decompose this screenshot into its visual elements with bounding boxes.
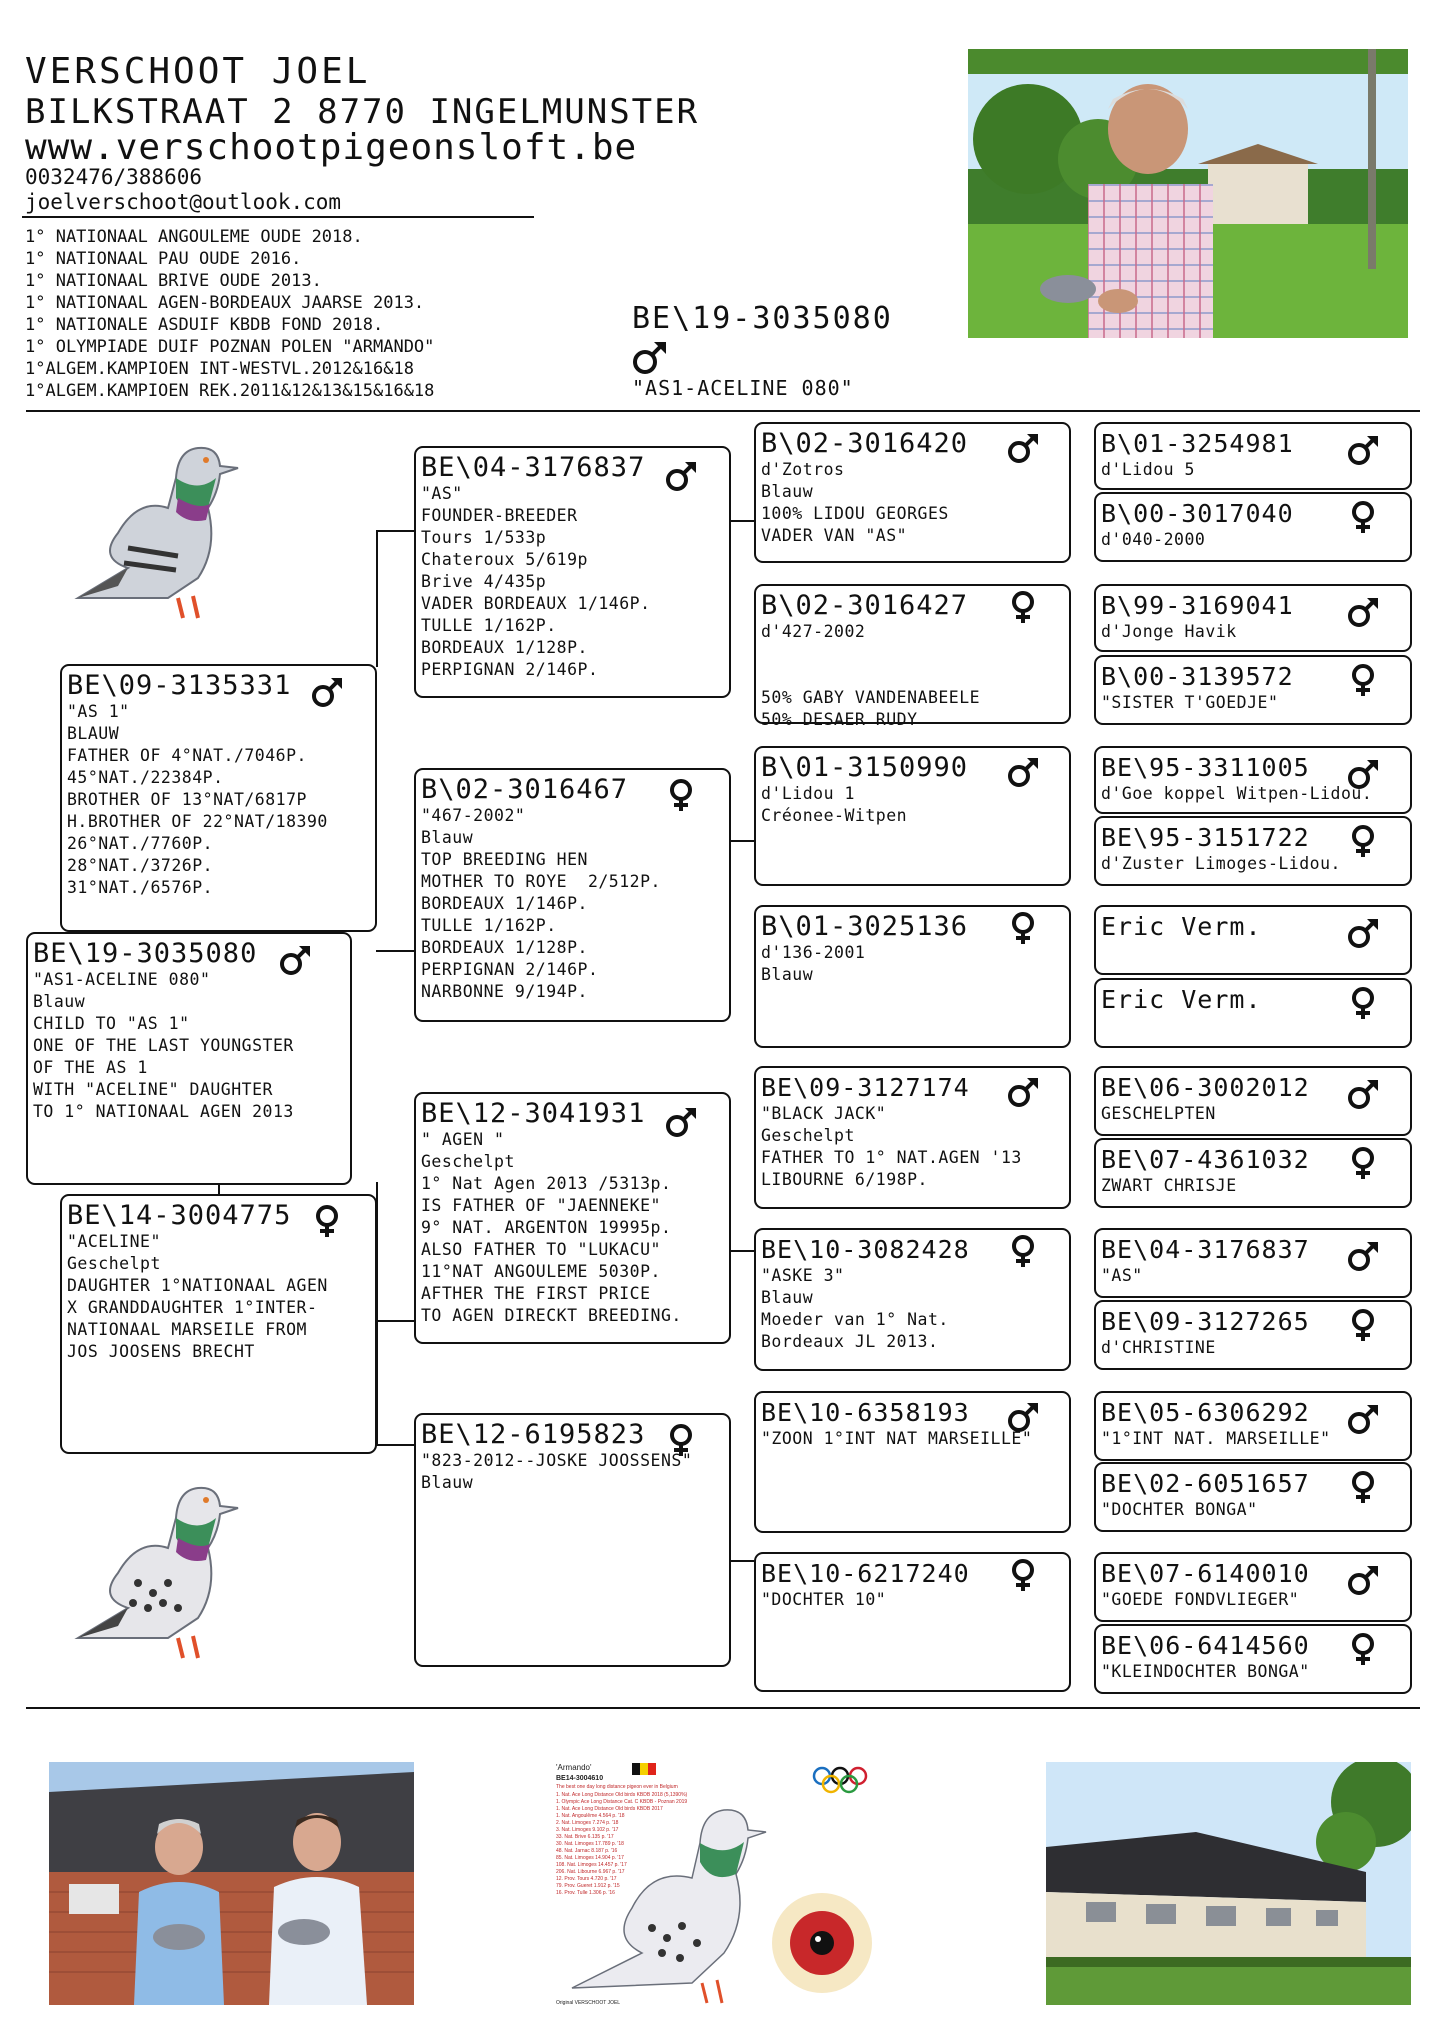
achievement-item: 1°ALGEM.KAMPIOEN INT-WESTVL.2012&16&18	[25, 359, 414, 379]
loft-photo	[1046, 1762, 1411, 2005]
connector-line	[730, 1560, 754, 1562]
female-icon	[310, 1204, 344, 1238]
achievement-item: 1° NATIONAAL BRIVE OUDE 2013.	[25, 271, 322, 291]
ring-number: BE\09-3135331	[67, 670, 292, 701]
achievement-item: 1° NATIONAAL ANGOULEME OUDE 2018.	[25, 227, 363, 247]
connector-line	[730, 1250, 754, 1252]
male-icon	[664, 1106, 698, 1140]
ring-number: BE\09-3127265	[1101, 1307, 1310, 1336]
connector-line	[376, 1320, 414, 1322]
ring-number: BE\06-3002012	[1101, 1073, 1310, 1102]
pigeon-details: "KLEINDOCHTER BONGA"	[1101, 1662, 1310, 1681]
breeders-photo	[49, 1762, 414, 2005]
ring-number: B\02-3016427	[761, 590, 969, 621]
ring-number: BE\04-3176837	[421, 452, 646, 483]
pigeon-details: d'CHRISTINE	[1101, 1338, 1216, 1357]
section-divider-top	[26, 410, 1420, 412]
achievement-item: 1° OLYMPIADE DUIF POZNAN POLEN "ARMANDO"	[25, 337, 435, 357]
ring-number: BE\12-3041931	[421, 1098, 646, 1129]
poster-result: 85. Nat. Limoges 14.904 p. '17	[556, 1855, 624, 1861]
section-divider-bottom	[26, 1707, 1420, 1709]
pigeon-illustration	[58, 1478, 248, 1668]
ring-number: BE\95-3311005	[1101, 753, 1310, 782]
ring-number: BE\10-6217240	[761, 1559, 970, 1588]
pedigree-gen4-item[interactable]	[1094, 1624, 1412, 1694]
male-icon	[278, 944, 312, 978]
ring-number: BE\12-6195823	[421, 1419, 646, 1450]
pigeon-details: "SISTER T'GOEDJE"	[1101, 693, 1279, 712]
pedigree-gen4-item[interactable]	[1094, 584, 1412, 652]
poster-ring: BE14-3004610	[556, 1775, 604, 1782]
pedigree-grandsire-maternal[interactable]	[414, 1092, 731, 1344]
poster-subtitle: The best one day long distance pigeon ever in Belgium	[556, 1784, 678, 1790]
male-icon	[1346, 434, 1380, 468]
pigeon-details: ZWART CHRISJE	[1101, 1176, 1237, 1195]
poster-result: 79. Prov. Gueret 1.912 p. '15	[556, 1883, 620, 1889]
pigeon-details: d'Lidou 5	[1101, 460, 1195, 479]
female-icon	[664, 778, 698, 812]
pedigree-gen4-item[interactable]	[1094, 1228, 1412, 1298]
pigeon-details: "ASKE 3" Blauw Moeder van 1° Nat. Bordeaux JL 2013.	[761, 1266, 949, 1351]
male-icon	[310, 676, 344, 710]
pedigree-gen4-item[interactable]	[1094, 1066, 1412, 1136]
pigeon-details: GESCHELPTEN	[1101, 1104, 1216, 1123]
ring-number: B\02-3016420	[761, 428, 969, 459]
connector-line	[376, 950, 414, 952]
breeder-email[interactable]: joelverschoot@outlook.com	[25, 190, 342, 214]
ring-number: B\00-3017040	[1101, 499, 1294, 528]
pedigree-gen4-item[interactable]	[1094, 978, 1412, 1048]
pedigree-gen4-item[interactable]	[1094, 422, 1412, 490]
breeder-address: BILKSTRAAT 2 8770 INGELMUNSTER	[25, 92, 700, 132]
pigeon-details: "AS1-ACELINE 080" Blauw CHILD TO "AS 1" ONE OF THE LAST YOUNGSTER OF THE AS 1 WITH "ACELINE" DAUGHTER TO 1° NATIONAAL AGEN 2013	[33, 970, 294, 1121]
poster-result: 1. Nat. Ace Long Distance Old birds KBDB 2018 (5,1390%)	[556, 1792, 688, 1798]
male-icon	[630, 340, 670, 376]
poster-result: 48. Nat. Jarnac 8.187 p. '16	[556, 1848, 618, 1854]
pigeon-details: d'Lidou 1 Créonee-Witpen	[761, 784, 908, 825]
pedigree-gen4-item[interactable]	[1094, 1138, 1412, 1208]
poster-result: 2. Nat. Limoges 7.274 p. '18	[556, 1820, 619, 1826]
female-icon	[1346, 1308, 1380, 1342]
male-icon	[1346, 596, 1380, 630]
female-icon	[1346, 500, 1380, 534]
poster-result: 3. Nat. Limoges 9.102 p. '17	[556, 1827, 619, 1833]
breeder-name: VERSCHOOT JOEL	[25, 51, 371, 92]
pedigree-gen4-item[interactable]	[1094, 1552, 1412, 1622]
male-icon	[1006, 756, 1040, 790]
pedigree-subject[interactable]	[26, 932, 352, 1185]
pedigree-gen3-item[interactable]	[754, 1228, 1071, 1371]
poster-result: 33. Nat. Brive 6.135 p. '17	[556, 1834, 614, 1840]
pedigree-granddam-maternal[interactable]	[414, 1413, 731, 1667]
male-icon	[1346, 917, 1380, 951]
female-icon	[1346, 986, 1380, 1020]
pigeon-details: "823-2012--JOSKE JOOSSENS" Blauw	[421, 1451, 693, 1492]
ring-number: BE\10-6358193	[761, 1398, 970, 1427]
male-icon	[1346, 1240, 1380, 1274]
achievements-list	[25, 226, 434, 402]
ring-number: BE\07-4361032	[1101, 1145, 1310, 1174]
female-icon	[1346, 663, 1380, 697]
pedigree-gen3-item[interactable]	[754, 1066, 1071, 1209]
poster-result: 12. Prov. Tours 4.720 p. '17	[556, 1876, 617, 1882]
achievement-item: 1° NATIONAAL PAU OUDE 2016.	[25, 249, 302, 269]
header-divider	[22, 216, 534, 218]
male-icon	[1346, 1564, 1380, 1598]
pedigree-gen3-item[interactable]	[754, 584, 1071, 729]
pedigree-gen3-item[interactable]	[754, 905, 1071, 1048]
female-icon	[1346, 1146, 1380, 1180]
poster-result: 1. Nat. Angoulême 4.564 p. '18	[556, 1813, 625, 1819]
breeder-phone: 0032476/388606	[25, 165, 203, 189]
achievement-item: 1° NATIONAAL AGEN-BORDEAUX JAARSE 2013.	[25, 293, 425, 313]
pigeon-details: "1°INT NAT. MARSEILLE"	[1101, 1429, 1331, 1448]
pigeon-details: "AS"	[1101, 1266, 1143, 1285]
poster-result: 206. Nat. Libourne 6.967 p. '17	[556, 1869, 625, 1875]
connector-line	[376, 530, 416, 667]
pedigree-gen4-item[interactable]	[1094, 492, 1412, 562]
pigeon-details: " AGEN " Geschelpt 1° Nat Agen 2013 /5313p. IS FATHER OF "JAENNEKE" 9° NAT. ARGENTON 19995p. ALSO FATHER TO "LUKACU" 11°NAT ANGOULEME 5030P. AFTHER THE FIRST PRICE TO AGEN DIRECKT BREEDING.	[421, 1130, 682, 1325]
ring-number: BE\05-6306292	[1101, 1398, 1310, 1427]
pedigree-gen4-item[interactable]	[1094, 1300, 1412, 1370]
pigeon-details: d'427-2002 50% GABY VANDENABEELE 50% DESAER RUDY	[761, 622, 981, 729]
female-icon	[1346, 1470, 1380, 1504]
ring-number: BE\10-3082428	[761, 1235, 970, 1264]
ring-number: BE\04-3176837	[1101, 1235, 1310, 1264]
pigeon-details: d'Jonge Havik	[1101, 622, 1237, 641]
pedigree-grandsire-paternal[interactable]	[414, 446, 731, 698]
male-icon	[1006, 1401, 1040, 1435]
poster-title: 'Armando'	[556, 1763, 592, 1772]
female-icon	[1006, 1234, 1040, 1268]
male-icon	[1346, 1078, 1380, 1112]
female-icon	[1346, 1632, 1380, 1666]
pigeon-details: "GOEDE FONDVLIEGER"	[1101, 1590, 1300, 1609]
pedigree-gen4-item[interactable]	[1094, 746, 1412, 814]
ring-number: Eric Verm.	[1101, 985, 1262, 1014]
male-icon	[1346, 758, 1380, 792]
achievement-item: 1°ALGEM.KAMPIOEN REK.2011&12&13&15&16&18	[25, 381, 435, 401]
owner-photo	[968, 49, 1408, 338]
ring-number: BE\07-6140010	[1101, 1559, 1310, 1588]
ring-number: BE\95-3151722	[1101, 823, 1310, 852]
pigeon-details: "467-2002" Blauw TOP BREEDING HEN MOTHER TO ROYE 2/512P. BORDEAUX 1/146P. TULLE 1/162P. BORDEAUX 1/128P. PERPIGNAN 2/146P. NARBONNE 9/194P.	[421, 806, 661, 1001]
male-icon	[664, 460, 698, 494]
pedigree-gen4-item[interactable]	[1094, 655, 1412, 725]
ring-number: B\01-3254981	[1101, 429, 1294, 458]
poster-result: 16. Prov. Tulle 1.306 p. '16	[556, 1890, 615, 1896]
poster-result: 1. Nat. Ace Long Distance Old birds KBDB 2017	[556, 1806, 663, 1812]
main-pigeon-name: "AS1-ACELINE 080"	[632, 376, 854, 400]
female-icon	[1006, 911, 1040, 945]
ring-number: BE\06-6414560	[1101, 1631, 1310, 1660]
female-icon	[1006, 590, 1040, 624]
pigeon-details: d'Zotros Blauw 100% LIDOU GEORGES VADER VAN "AS"	[761, 460, 949, 545]
pedigree-gen4-item[interactable]	[1094, 1391, 1412, 1461]
pigeon-details: "ZOON 1°INT NAT MARSEILLE"	[761, 1429, 1033, 1448]
pigeon-details: "BLACK JACK" Geschelpt FATHER TO 1° NAT.AGEN '13 LIBOURNE 6/198P.	[761, 1104, 1022, 1189]
male-icon	[1006, 432, 1040, 466]
poster-footer: Original VERSCHOOT JOEL	[556, 2000, 621, 2006]
pigeon-details: d'136-2001 Blauw	[761, 943, 866, 984]
pedigree-granddam-paternal[interactable]	[414, 768, 731, 1022]
ring-number: B\01-3025136	[761, 911, 969, 942]
pedigree-dam[interactable]	[60, 1194, 377, 1454]
pedigree-gen3-item[interactable]	[754, 422, 1071, 563]
connector-line	[730, 840, 754, 842]
pedigree-gen4-item[interactable]	[1094, 905, 1412, 975]
pigeon-details: "AS" FOUNDER-BREEDER Tours 1/533p Chateroux 5/619p Brive 4/435p VADER BORDEAUX 1/146P. TULLE 1/162P. BORDEAUX 1/128P. PERPIGNAN 2/146P.	[421, 484, 651, 679]
pigeon-details: d'Goe koppel Witpen-Lidou.	[1101, 784, 1373, 803]
ring-number: B\99-3169041	[1101, 591, 1294, 620]
poster-result: 1. Olympic Ace Long Distance Cat. C KBDB - Poznan 2019	[556, 1799, 688, 1805]
female-icon	[1346, 824, 1380, 858]
ring-number: BE\09-3127174	[761, 1073, 970, 1102]
pigeon-details: "DOCHTER BONGA"	[1101, 1500, 1258, 1519]
pedigree-gen3-item[interactable]	[754, 1391, 1071, 1533]
achievement-item: 1° NATIONALE ASDUIF KBDB FOND 2018.	[25, 315, 384, 335]
pedigree-sire[interactable]	[60, 664, 377, 932]
ring-number: Eric Verm.	[1101, 912, 1262, 941]
poster-result: 30. Nat. Limoges 17.789 p. '18	[556, 1841, 624, 1847]
pedigree-gen4-item[interactable]	[1094, 816, 1412, 886]
male-icon	[1006, 1076, 1040, 1110]
ring-number: B\00-3139572	[1101, 662, 1294, 691]
armando-poster	[552, 1758, 892, 2008]
poster-result: 108. Nat. Limoges 14.457 p. '17	[556, 1862, 627, 1868]
pigeon-details: "AS 1" BLAUW FATHER OF 4°NAT./7046P. 45°NAT./22384P. BROTHER OF 13°NAT/6817P H.BROTHER OF 22°NAT/18390 26°NAT./7760P. 28°NAT./3726P. 31°NAT./6576P.	[67, 702, 328, 897]
pigeon-details: d'040-2000	[1101, 530, 1206, 549]
ring-number: BE\02-6051657	[1101, 1469, 1310, 1498]
female-icon	[664, 1423, 698, 1457]
breeder-website[interactable]: www.verschootpigeonsloft.be	[25, 127, 638, 168]
male-icon	[1346, 1403, 1380, 1437]
connector-line	[376, 1182, 416, 1446]
pigeon-details: d'Zuster Limoges-Lidou.	[1101, 854, 1341, 873]
pedigree-gen4-item[interactable]	[1094, 1462, 1412, 1532]
pedigree-gen3-item[interactable]	[754, 746, 1071, 886]
main-ring-number: BE\19-3035080	[632, 301, 893, 336]
pigeon-illustration	[58, 438, 248, 628]
pigeon-details: "ACELINE" Geschelpt DAUGHTER 1°NATIONAAL AGEN X GRANDDAUGHTER 1°INTER- NATIONAAL MARSEILE FROM JOS JOOSENS BRECHT	[67, 1232, 328, 1361]
pigeon-details: "DOCHTER 10"	[761, 1590, 887, 1609]
female-icon	[1006, 1558, 1040, 1592]
ring-number: B\01-3150990	[761, 752, 969, 783]
connector-line	[730, 520, 754, 522]
ring-number: BE\14-3004775	[67, 1200, 292, 1231]
ring-number: B\02-3016467	[421, 774, 629, 805]
pedigree-gen3-item[interactable]	[754, 1552, 1071, 1692]
ring-number: BE\19-3035080	[33, 938, 258, 969]
